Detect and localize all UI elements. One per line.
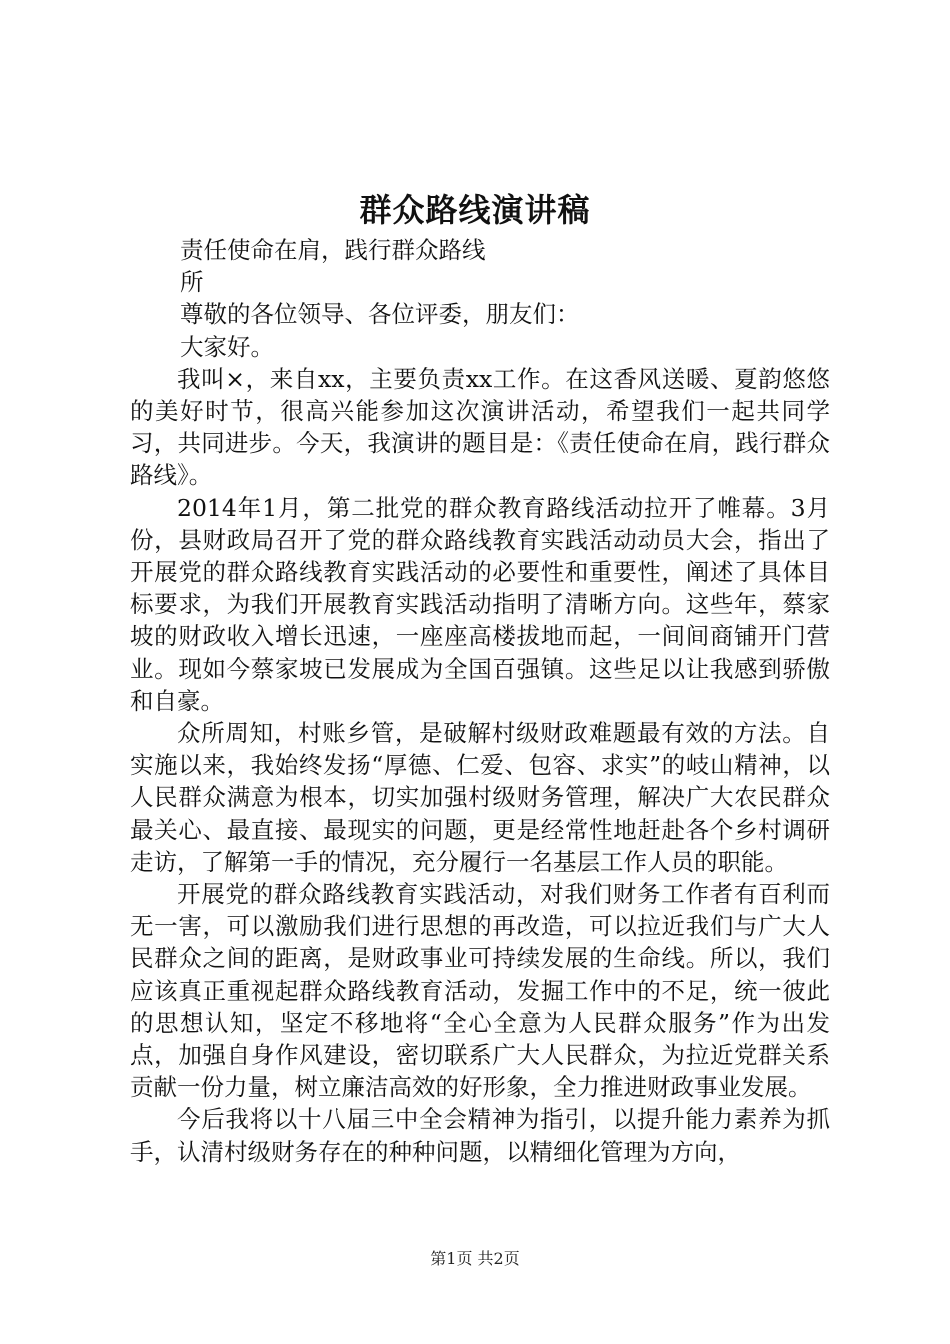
document-title: 群众路线演讲稿 xyxy=(359,191,591,229)
paragraph-significance: 开展党的群众路线教育实践活动，对我们财务工作者有百利而无一害，可以激励我们进行思想的再改造，可以拉近我们与广大人民群众之间的距离，是财政事业可持续发展的生命线。所以，我们应该真正重视起群众路线教育活动，发掘工作中的不足，统一彼此的思想认知，坚定不移地将“全心全意为人民群众服务”作为出发点，加强自身作风建设，密切联系广大人民群众，为拉近党群关系贡献一份力量，树立廉洁高效的好形象，全力推进财政事业发展。 xyxy=(130,880,830,1102)
salutation: 尊敬的各位领导、各位评委，朋友们： xyxy=(180,300,580,329)
paragraph-background: 2014年1月，第二批党的群众教育路线活动拉开了帷幕。3月份，县财政局召开了党的群众路线教育实践活动动员大会，指出了开展党的群众路线教育实践活动的必要性和重要性，阐述了具体目标要求，为我们开展教育实践活动指明了清晰方向。这些年，蔡家坡的财政收入增长迅速，一座座高楼拔地而起，一间间商铺开门营业。现如今蔡家坡已发展成为全国百强镇。这些足以让我感到骄傲和自豪。 xyxy=(130,493,830,715)
document-body xyxy=(130,234,830,1168)
paragraph-future: 今后我将以十八届三中全会精神为指引，以提升能力素养为抓手，认清村级财务存在的种种问题，以精细化管理为方向， xyxy=(130,1105,830,1166)
greeting: 大家好。 xyxy=(180,332,274,361)
organization-line: 所 xyxy=(180,268,204,297)
paragraph-introduction: 我叫×，来自xx，主要负责xx工作。在这香风送暖、夏韵悠悠的美好时节，很高兴能参加这次演讲活动，希望我们一起共同学习，共同进步。今天，我演讲的题目是：《责任使命在肩，践行群众路线》。 xyxy=(130,364,830,490)
page-number-footer: 第1页 共2页 xyxy=(430,1249,520,1268)
paragraph-work: 众所周知，村账乡管，是破解村级财政难题最有效的方法。自实施以来，我始终发扬“厚德、仁爱、包容、求实”的岐山精神，以人民群众满意为根本，切实加强村级财务管理，解决广大农民群众最关心、最直接、最现实的问题，更是经常性地赶赴各个乡村调研走访，了解第一手的情况，充分履行一名基层工作人员的职能。 xyxy=(130,719,830,876)
speech-heading: 责任使命在肩，践行群众路线 xyxy=(180,236,486,264)
